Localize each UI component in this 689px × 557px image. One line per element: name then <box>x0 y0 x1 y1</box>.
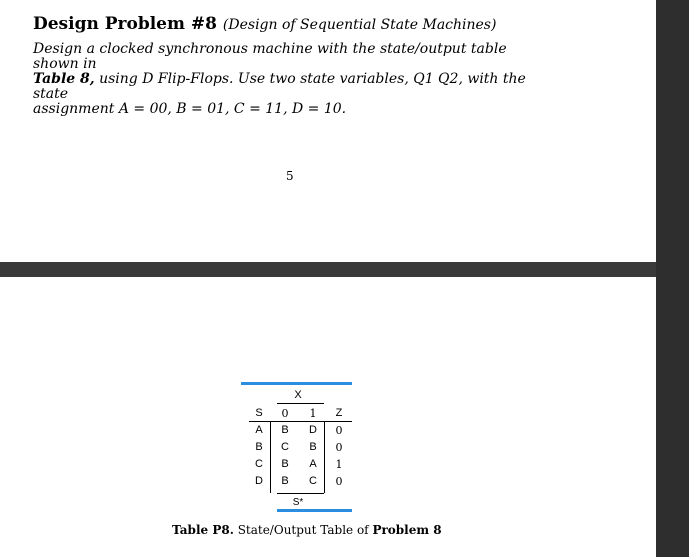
statement-line-1: Design a clocked synchronous machine with the state/output table shown in <box>33 41 507 72</box>
row-c-next-x0: B <box>281 458 289 470</box>
row-b-next-x1: B <box>309 441 317 453</box>
row-d-output: 0 <box>335 475 343 488</box>
table-col-x1: 1 <box>309 407 317 420</box>
row-b-next-x0: C <box>281 441 289 453</box>
caption-text: State/Output Table of <box>233 523 373 537</box>
row-b-state: B <box>255 441 263 453</box>
row-a-next-x0: B <box>281 424 289 436</box>
problem-subtitle: (Design of Sequential State Machines) <box>222 17 497 33</box>
table-col-x0: 0 <box>281 407 289 420</box>
document-page-1 <box>0 0 656 262</box>
problem-title: Design Problem #8 <box>33 14 217 34</box>
row-a-state: A <box>255 424 263 436</box>
row-c-next-x1: A <box>309 458 317 470</box>
row-d-next-x0: B <box>281 475 289 487</box>
page-number: 5 <box>286 169 294 183</box>
table-x-header: X <box>294 389 302 401</box>
row-d-state: D <box>255 475 263 487</box>
table-next-state-label: S* <box>292 497 304 508</box>
table-col-s: S <box>255 407 263 419</box>
header-rule <box>249 421 352 422</box>
caption-label: Table P8. <box>172 523 234 537</box>
next-state-underline <box>277 493 324 494</box>
table-top-rule <box>241 382 352 385</box>
statement-line-2: using D Flip-Flops. Use two state variables, Q1 Q2, with the state <box>33 71 526 102</box>
table-bottom-rule <box>277 509 352 512</box>
problem-statement <box>33 42 553 117</box>
row-a-output: 0 <box>335 424 343 437</box>
problem-heading <box>33 14 496 34</box>
caption-bold-tail: Problem 8 <box>372 523 442 537</box>
state-column-divider <box>270 421 271 493</box>
row-c-state: C <box>255 458 263 470</box>
statement-line-3: assignment A = 00, B = 01, C = 11, D = 10. <box>33 101 347 117</box>
row-c-output: 1 <box>335 458 343 471</box>
table-caption <box>172 523 442 537</box>
output-column-divider <box>324 421 325 493</box>
document-page-2 <box>0 277 656 557</box>
row-b-output: 0 <box>335 441 343 454</box>
table-col-z: Z <box>335 407 343 419</box>
row-a-next-x1: D <box>309 424 317 436</box>
viewer-scroll-gutter[interactable] <box>656 0 689 557</box>
x-header-underline <box>277 403 324 404</box>
row-d-next-x1: C <box>309 475 317 487</box>
statement-table-ref: Table 8, <box>33 71 95 87</box>
page-gap <box>0 262 656 277</box>
